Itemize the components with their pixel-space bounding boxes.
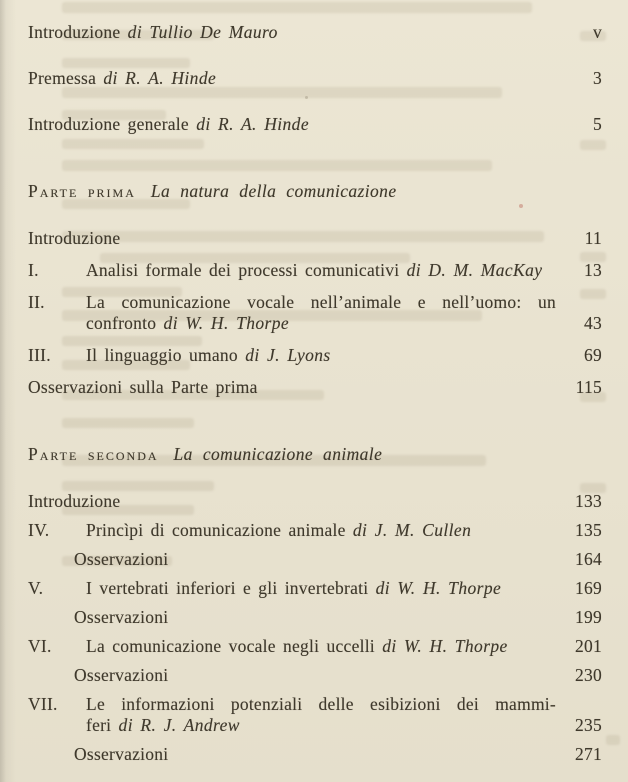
- entry-text: Introduzione: [28, 228, 121, 248]
- toc-entry: [28, 377, 602, 398]
- page-number: 235: [575, 715, 602, 735]
- entry-title: [86, 292, 556, 334]
- entry-title-line: [28, 491, 556, 512]
- page-number: 133: [575, 491, 602, 511]
- chapter-numeral: VII.: [28, 694, 58, 714]
- entry-title-line: [86, 636, 556, 657]
- entry-title-line: [28, 377, 556, 398]
- author-credit: di W. H. Thorpe: [382, 636, 508, 656]
- entry-title-line: [28, 68, 556, 89]
- page-number: v: [593, 22, 602, 42]
- entry-title: [86, 578, 556, 599]
- toc-section-parte-seconda: [28, 444, 602, 765]
- toc-entry: [28, 578, 602, 599]
- page-number: 5: [593, 114, 602, 134]
- page-number: 164: [575, 549, 602, 569]
- toc-entry: [28, 636, 602, 657]
- author-credit: di Tullio De Mauro: [127, 22, 278, 42]
- entry-title: [28, 22, 556, 43]
- entry-text: Osservazioni: [74, 665, 169, 685]
- toc-entry: [28, 292, 602, 334]
- entry-title: [28, 549, 556, 570]
- page-number: 199: [575, 607, 602, 627]
- entry-title: [28, 491, 556, 512]
- chapter-numeral: II.: [28, 292, 45, 312]
- entry-text: Premessa: [28, 68, 104, 88]
- entry-title: [28, 114, 556, 135]
- entry-title: [28, 68, 556, 89]
- toc-entry: [28, 694, 602, 736]
- entry-text: Le informazioni potenziali delle esibizioni dei mammi-: [86, 694, 556, 714]
- author-credit: di J. M. Cullen: [352, 520, 472, 540]
- front-matter-entries: [28, 22, 602, 135]
- entry-title: [86, 694, 556, 736]
- entry-title-line: [28, 22, 556, 43]
- toc-entry: [28, 607, 602, 628]
- author-credit: di D. M. MacKay: [406, 260, 543, 280]
- toc-entry: [28, 260, 602, 281]
- entry-title-line: [74, 665, 556, 686]
- entry-text: feri: [86, 715, 119, 735]
- entry-title-line: [74, 744, 556, 765]
- section-heading: [28, 444, 602, 465]
- entry-text: Osservazioni sulla Parte prima: [28, 377, 258, 397]
- entry-title-line: [86, 715, 556, 736]
- toc-entry: [28, 345, 602, 366]
- entry-text: Introduzione generale: [28, 114, 197, 134]
- toc-section-parte-prima: [28, 181, 602, 398]
- entry-title: [86, 636, 556, 657]
- author-credit: di R. A. Hinde: [103, 68, 217, 88]
- entry-title-line: [74, 549, 556, 570]
- entry-text: Princìpi di comunicazione animale: [86, 520, 353, 540]
- entry-title-line: [86, 345, 556, 366]
- entry-title: [86, 260, 556, 281]
- section-title: La natura della comunicazione: [150, 181, 397, 201]
- entry-text: Il linguaggio umano: [86, 345, 246, 365]
- section-heading: [28, 181, 602, 202]
- toc-entry: [28, 228, 602, 249]
- chapter-numeral: I.: [28, 260, 39, 280]
- chapter-numeral: III.: [28, 345, 51, 365]
- author-credit: di W. H. Thorpe: [163, 313, 290, 333]
- chapter-numeral: VI.: [28, 636, 52, 656]
- chapter-numeral: IV.: [28, 520, 50, 540]
- entry-title: [86, 520, 556, 541]
- entry-title: [28, 377, 556, 398]
- entry-text: Analisi formale dei processi comunicativi: [86, 260, 407, 280]
- entry-title-line: [86, 578, 556, 599]
- entry-text: Osservazioni: [74, 549, 169, 569]
- toc-entry: [28, 114, 602, 135]
- toc-entry: [28, 22, 602, 43]
- entry-text: Osservazioni: [74, 744, 169, 764]
- entry-text: Introduzione: [28, 491, 121, 511]
- toc-entry: [28, 68, 602, 89]
- toc-entry: [28, 491, 602, 512]
- entry-title-line: [28, 228, 556, 249]
- entry-text: Introduzione: [28, 22, 128, 42]
- page-number: 13: [584, 260, 602, 280]
- section-entries: [28, 491, 602, 765]
- section-label: Parte prima: [28, 181, 136, 201]
- entry-title-line: [28, 114, 556, 135]
- author-credit: di R. J. Andrew: [118, 715, 240, 735]
- toc-entry: [28, 744, 602, 765]
- section-entries: [28, 228, 602, 398]
- page-number: 230: [575, 665, 602, 685]
- page-number: 115: [575, 377, 602, 397]
- entry-text: confronto: [86, 313, 164, 333]
- entry-title: [28, 607, 556, 628]
- toc-entry: [28, 520, 602, 541]
- page-number: 69: [584, 345, 602, 365]
- entry-title-line: [74, 607, 556, 628]
- page-number: 43: [584, 313, 602, 333]
- page-number: 169: [575, 578, 602, 598]
- entry-title-line: [86, 313, 556, 334]
- author-credit: di W. H. Thorpe: [375, 578, 502, 598]
- entry-text: Osservazioni: [74, 607, 169, 627]
- toc-entry: [28, 549, 602, 570]
- page-number: 11: [584, 228, 602, 248]
- author-credit: di J. Lyons: [245, 345, 331, 365]
- entry-title-line: [86, 292, 556, 313]
- entry-text: La comunicazione vocale nell’animale e nell’uomo: un: [86, 292, 556, 312]
- entry-text: I vertebrati inferiori e gli invertebrati: [86, 578, 376, 598]
- entry-title-line: [86, 694, 556, 715]
- toc-entry: [28, 665, 602, 686]
- section-label: Parte seconda: [28, 444, 159, 464]
- entry-title: [28, 665, 556, 686]
- author-credit: di R. A. Hinde: [196, 114, 309, 134]
- page-number: 271: [575, 744, 602, 764]
- entry-title: [86, 345, 556, 366]
- entry-title: [28, 744, 556, 765]
- entry-title: [28, 228, 556, 249]
- chapter-numeral: V.: [28, 578, 44, 598]
- entry-text: La comunicazione vocale negli uccelli: [86, 636, 383, 656]
- entry-title-line: [86, 260, 556, 281]
- section-title: La comunicazione animale: [173, 444, 383, 464]
- page-number: 135: [575, 520, 602, 540]
- page-number: 3: [593, 68, 602, 88]
- page-number: 201: [575, 636, 602, 656]
- entry-title-line: [86, 520, 556, 541]
